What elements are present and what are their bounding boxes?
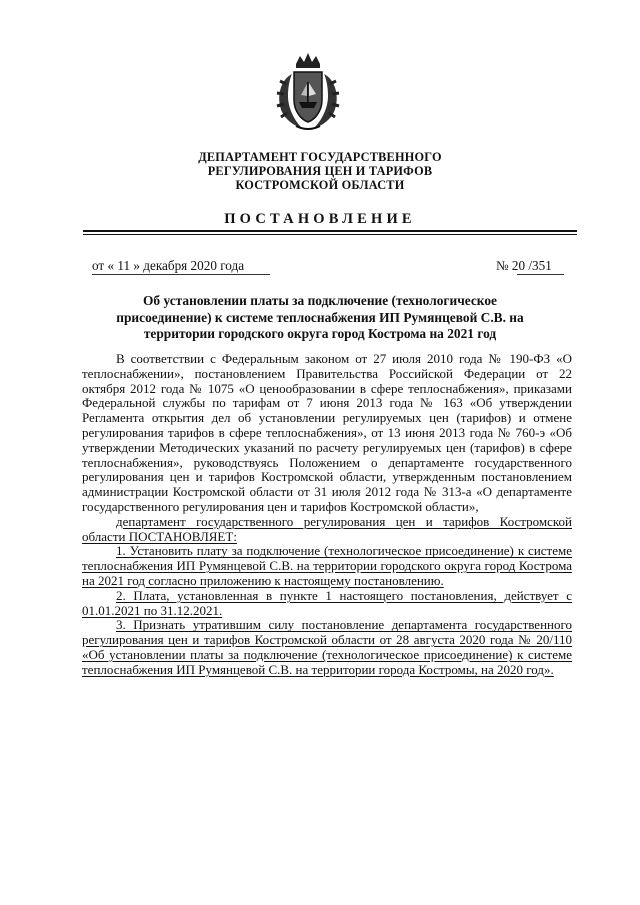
title-line: присоединение) к системе теплоснабжения ИП Румянцевой С.В. на: [116, 309, 524, 325]
decree-paragraph: департамент государственного регулирования цен и тарифов Костромской области ПОСТАНОВЛЯЕТ:: [82, 513, 572, 544]
department-line: КОСТРОМСКОЙ ОБЛАСТИ: [235, 178, 405, 193]
document-title: [70, 293, 570, 343]
department-line: ДЕПАРТАМЕНТ ГОСУДАРСТВЕННОГО: [198, 150, 442, 164]
title-line: территории городского округа город Кострома на 2021 год: [143, 326, 497, 341]
date-underline: [92, 274, 270, 275]
department-name: [0, 150, 640, 193]
header-divider-thick: [83, 230, 577, 232]
clause-2-paragraph: 2. Плата, установленная в пункте 1 настоящего постановления, действует с 01.01.2021 по 31.12.2021.: [82, 587, 572, 618]
document-type-heading: ПОСТАНОВЛЕНИЕ: [224, 211, 416, 227]
preamble-paragraph: В соответствии с Федеральным законом от 27 июля 2010 года № 190-ФЗ «О теплоснабжении», постановлением Правительства Российской Федерации от 22 октября 2012 года № 1075 «О ценообразовании в сфере теплоснабжения», приказами Федеральной службы по тарифам от 7 июня 2013 года № 163 «Об утверждении Регламента открытия дел об установлении регулируемых цен (тарифов) и отмене регулирования тарифов в сфере теплоснабжения», от 13 июня 2013 года № 760-э «Об утверждении Методических указаний по расчету регулируемых цен (тарифов) в сфере теплоснабжения», руководствуясь Положением о департаменте государственного регулирования цен и тарифов Костромской области, утвержденным постановлением администрации Костромской области от 31 июля 2012 года № 313-а «О департаменте государственного регулирования цен и тарифов Костромской области»,: [82, 351, 572, 514]
clause-3-paragraph: 3. Признать утратившим силу постановление департамента государственного регулирования цен и тарифов Костромской области от 28 августа 2020 года № 20/110 «Об установлении платы за подключение (технологическое присоединение) к системе теплоснабжения ИП Румянцевой С.В. на территории города Костромы, на 2020 год».: [82, 617, 572, 677]
title-line: Об установлении платы за подключение (технологическое: [143, 293, 497, 308]
kostroma-coat-of-arms-icon: [272, 50, 344, 132]
document-body: [82, 352, 572, 678]
clause-1-paragraph: 1. Установить плату за подключение (технологическое присоединение) к системе теплоснабжения ИП Румянцевой С.В. на территории городского округа город Кострома на 2021 год согласно приложению к настоящему постановлению.: [82, 543, 572, 588]
document-date: от « 11 » декабря 2020 года: [92, 258, 245, 273]
document-number: № 20 /351: [496, 258, 552, 273]
number-underline: [517, 274, 564, 275]
department-line: РЕГУЛИРОВАНИЯ ЦЕН И ТАРИФОВ: [207, 164, 433, 179]
header-divider-thin: [83, 234, 577, 235]
